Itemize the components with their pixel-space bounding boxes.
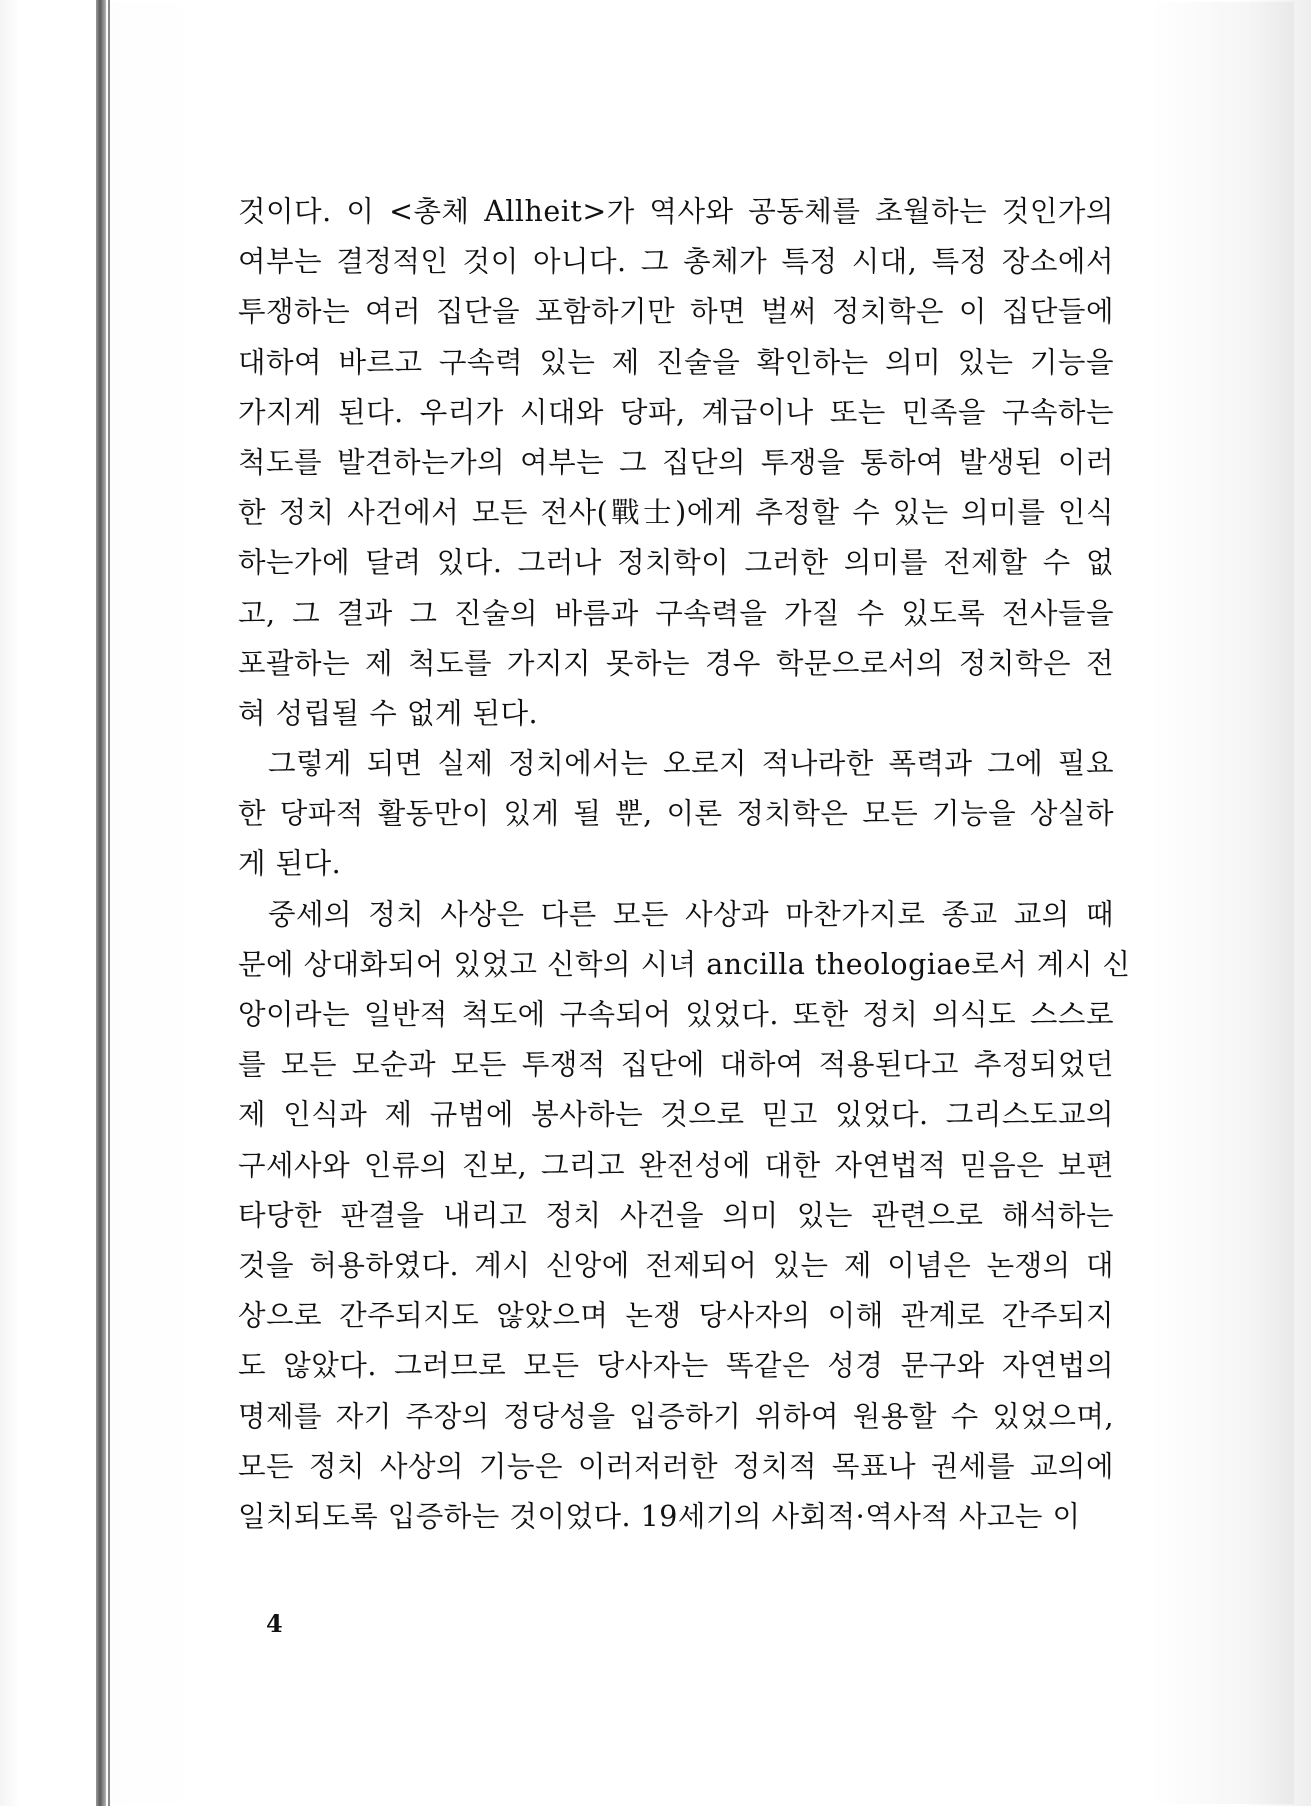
text-line: 구세사와 인류의 진보, 그리고 완전성에 대한 자연법적 믿음은 보편	[238, 1148, 1114, 1182]
text-line: 일치되도록 입증하는 것이었다. 19세기의 사회적·역사적 사고는 이	[238, 1499, 1081, 1533]
text-line: 도 않았다. 그러므로 모든 당사자는 똑같은 성경 문구와 자연법의	[238, 1349, 1114, 1383]
text-line: 투쟁하는 여러 집단을 포함하기만 하면 벌써 정치학은 이 집단들에	[238, 295, 1114, 329]
text-line: 가지게 된다. 우리가 시대와 당파, 계급이나 또는 민족을 구속하는	[238, 395, 1114, 429]
text-line: 포괄하는 제 척도를 가지지 못하는 경우 학문으로서의 정치학은 전	[238, 646, 1114, 680]
body-text	[238, 187, 1131, 1542]
text-line: 것을 허용하였다. 계시 신앙에 전제되어 있는 제 이념은 논쟁의 대	[238, 1248, 1114, 1282]
text-line: 모든 정치 사상의 기능은 이러저러한 정치적 목표나 권세를 교의에	[238, 1449, 1114, 1483]
book-spine	[96, 0, 106, 1806]
text-line: 여부는 결정적인 것이 아니다. 그 총체가 특정 시대, 특정 장소에서	[238, 245, 1114, 279]
text-line: 명제를 자기 주장의 정당성을 입증하기 위하여 원용할 수 있었으며,	[238, 1399, 1114, 1433]
text-line: 한 정치 사건에서 모든 전사(戰士)에게 추정할 수 있는 의미를 인식	[238, 496, 1114, 530]
text-line: 한 당파적 활동만이 있게 될 뿐, 이론 정치학은 모든 기능을 상실하	[238, 797, 1114, 831]
text-line: 타당한 판결을 내리고 정치 사건을 의미 있는 관련으로 해석하는	[238, 1198, 1114, 1232]
text-line: 고, 그 결과 그 진술의 바름과 구속력을 가질 수 있도록 전사들을	[238, 596, 1114, 630]
paragraph	[238, 187, 1114, 739]
text-line: 를 모든 모순과 모든 투쟁적 집단에 대하여 적용된다고 추정되었던	[238, 1048, 1114, 1082]
page-edge	[108, 0, 110, 1806]
text-line: 앙이라는 일반적 척도에 구속되어 있었다. 또한 정치 의식도 스스로	[238, 998, 1114, 1031]
paragraph	[238, 739, 1114, 890]
text-line: 중세의 정치 사상은 다른 모든 사상과 마찬가지로 종교 교의 때	[268, 897, 1114, 931]
paragraph	[238, 890, 1131, 1542]
text-line: 하는가에 달려 있다. 그러나 정치학이 그러한 의미를 전제할 수 없	[238, 546, 1114, 580]
text-line: 문에 상대화되어 있었고 신학의 시녀 ancilla theologiae로서 계시 신	[238, 947, 1131, 981]
text-line: 상으로 간주되지도 않았으며 논쟁 당사자의 이해 관계로 간주되지	[238, 1299, 1114, 1333]
text-line: 혀 성립될 수 없게 된다.	[238, 696, 539, 730]
text-line: 제 인식과 제 규범에 봉사하는 것으로 믿고 있었다. 그리스도교의	[238, 1098, 1114, 1132]
text-line: 척도를 발견하는가의 여부는 그 집단의 투쟁을 통하여 발생된 이러	[238, 445, 1114, 479]
page-number: 4	[266, 1609, 283, 1638]
text-line: 것이다. 이 <총체 Allheit>가 역사와 공동체를 초월하는 것인가의	[238, 195, 1114, 228]
text-line: 대하여 바르고 구속력 있는 제 진술을 확인하는 의미 있는 기능을	[238, 345, 1114, 379]
text-line: 그렇게 되면 실제 정치에서는 오로지 적나라한 폭력과 그에 필요	[268, 747, 1114, 781]
text-line: 게 된다.	[238, 847, 342, 881]
